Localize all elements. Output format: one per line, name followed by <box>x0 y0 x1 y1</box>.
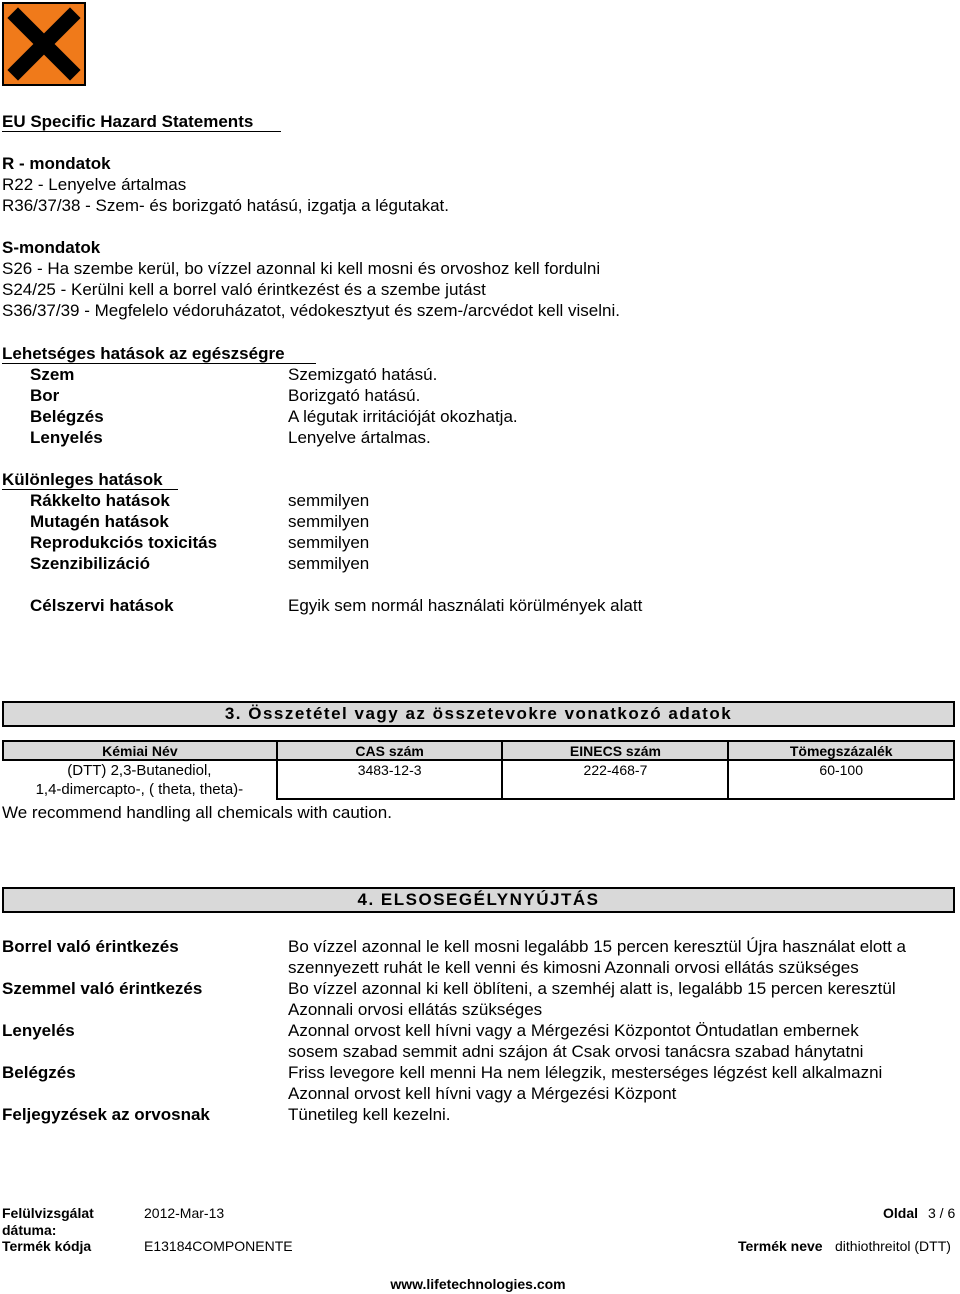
special-value: semmilyen <box>288 491 370 510</box>
s-line: S26 - Ha szembe kerül, bo vízzel azonnal ki kell mosni és orvoshoz kell fordulni <box>2 259 601 278</box>
page-number: 3 / 6 <box>928 1205 956 1221</box>
first-aid-text: Bo vízzel azonnal le kell mosni legalább 15 percen keresztül Újra használat elott a <box>288 937 907 956</box>
column-header: EINECS szám <box>502 741 728 760</box>
effect-label: Szem <box>30 365 75 384</box>
special-label: Reprodukciós toxicitás <box>30 533 218 552</box>
special-value: semmilyen <box>288 512 370 531</box>
column-header: CAS szám <box>277 741 503 760</box>
product-name-value: dithiothreitol (DTT) <box>835 1238 951 1254</box>
first-aid-label: Belégzés <box>2 1063 76 1082</box>
section-4-header: 4. ELSOSEGÉLYNYÚJTÁS <box>2 887 955 913</box>
first-aid-text: Friss levegore kell menni Ha nem lélegzik, mesterséges légzést kell alkalmazni <box>288 1063 883 1082</box>
first-aid-label: Feljegyzések az orvosnak <box>2 1105 210 1124</box>
product-code-label: Termék kódja <box>2 1238 92 1254</box>
special-label: Mutagén hatások <box>30 512 169 531</box>
first-aid-label: Borrel való érintkezés <box>2 937 179 956</box>
special-label: Rákkelto hatások <box>30 491 170 510</box>
column-header: Tömegszázalék <box>728 741 954 760</box>
page-label: Oldal <box>883 1205 919 1221</box>
first-aid-text: Azonnal orvost kell hívni vagy a Mérgezési Központot Öntudatlan embernek <box>288 1021 859 1040</box>
chemical-name-cell <box>3 760 277 799</box>
r-line: R36/37/38 - Szem- és borizgató hatású, izgatja a légutakat. <box>2 196 449 215</box>
effect-label: Lenyelés <box>30 428 103 447</box>
effect-value: A légutak irritációját okozhatja. <box>288 407 518 426</box>
s-line: S36/37/39 - Megfelelo védoruházatot, védokesztyut és szem-/arcvédot kell viselni. <box>2 301 620 320</box>
first-aid-label: Szemmel való érintkezés <box>2 979 203 998</box>
x-cross-icon <box>4 4 84 84</box>
first-aid-text: Tünetileg kell kezelni. <box>288 1105 451 1124</box>
first-aid-text: Bo vízzel azonnal ki kell öblíteni, a szemhéj alatt is, legalább 15 percen keresztül <box>288 979 896 998</box>
revision-date-value: 2012-Mar-13 <box>144 1205 225 1221</box>
section-3-header: 3. Összetétel vagy az összetevokre vonatkozó adatok <box>2 701 955 727</box>
r-heading: R - mondatok <box>2 154 111 173</box>
s-heading: S-mondatok <box>2 238 101 257</box>
effect-label: Belégzés <box>30 407 104 426</box>
table-header-row <box>3 741 954 760</box>
s-line: S24/25 - Kerülni kell a borrel való érintkezést és a szembe jutást <box>2 280 486 299</box>
hazard-pictogram-icon <box>2 2 86 86</box>
special-label: Szenzibilizáció <box>30 554 150 573</box>
effect-value: Borizgató hatású. <box>288 386 421 405</box>
health-effects-title: Lehetséges hatások az egészségre <box>2 344 285 363</box>
product-name-label: Termék neve <box>738 1238 823 1254</box>
caution-note: We recommend handling all chemicals with caution. <box>2 803 392 822</box>
first-aid-text: Azonnali orvosi ellátás szükséges <box>288 1000 543 1019</box>
title-underline <box>2 131 281 132</box>
first-aid-text: sosem szabad semmit adni szájon át Csak orvosi tanácsra szabad hánytatni <box>288 1042 864 1061</box>
first-aid-text: szennyezett ruhát le kell venni és kimosni Azonnali orvosi ellátás szükséges <box>288 958 859 977</box>
cas-cell: 3483-12-3 <box>277 760 503 799</box>
product-code-value: E13184COMPONENTE <box>144 1238 293 1254</box>
first-aid-label: Lenyelés <box>2 1021 75 1040</box>
website-link[interactable]: www.lifetechnologies.com <box>390 1276 566 1292</box>
revision-date-label: dátuma: <box>2 1222 57 1238</box>
effect-label: Bor <box>30 386 60 405</box>
chemical-name-line: 1,4-dimercapto-, ( theta, theta)- <box>35 781 244 798</box>
eu-statements-title: EU Specific Hazard Statements <box>2 112 254 131</box>
first-aid-text: Azonnal orvost kell hívni vagy a Mérgezési Központ <box>288 1084 677 1103</box>
chemical-name-line: (DTT) 2,3-Butanediol, <box>67 762 212 779</box>
column-header: Kémiai Név <box>3 741 277 760</box>
table-row <box>3 760 954 799</box>
effect-value: Szemizgató hatású. <box>288 365 438 384</box>
special-value: semmilyen <box>288 554 370 573</box>
special-effects-title: Különleges hatások <box>2 470 163 489</box>
revision-date-label: Felülvizsgálat <box>2 1205 94 1221</box>
composition-table <box>2 740 955 800</box>
einecs-cell: 222-468-7 <box>502 760 728 799</box>
target-organ-value: Egyik sem normál használati körülmények alatt <box>288 596 643 615</box>
special-value: semmilyen <box>288 533 370 552</box>
target-organ-label: Célszervi hatások <box>30 596 174 615</box>
weight-cell: 60-100 <box>728 760 954 799</box>
r-line: R22 - Lenyelve ártalmas <box>2 175 187 194</box>
effect-value: Lenyelve ártalmas. <box>288 428 431 447</box>
